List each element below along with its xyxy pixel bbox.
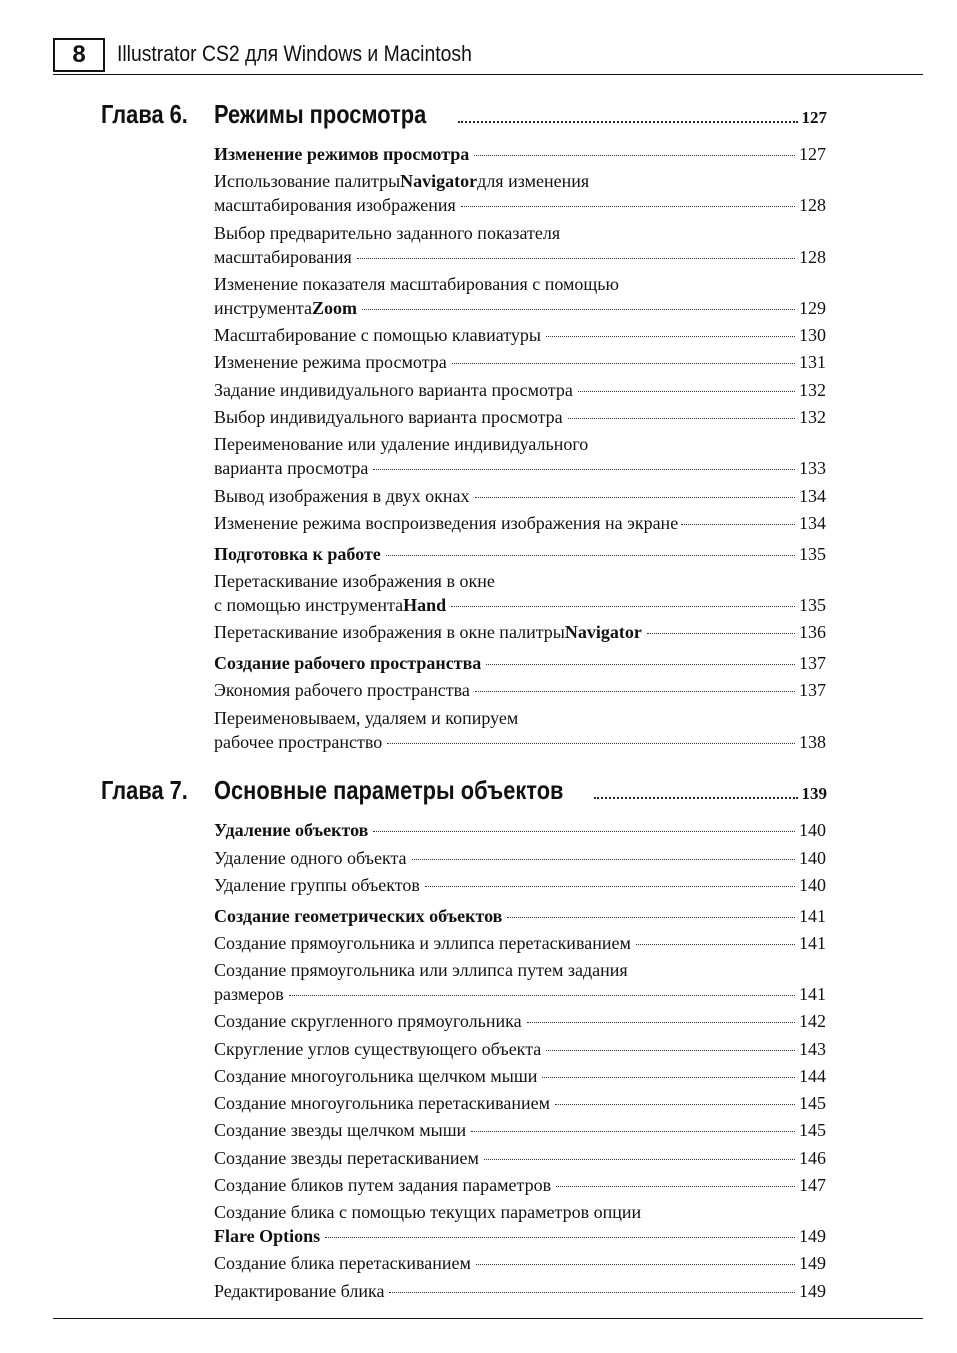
toc-entry	[214, 846, 826, 870]
page-ref: 134	[799, 513, 826, 533]
leader-dots	[486, 664, 795, 665]
page-ref: 130	[799, 325, 826, 345]
leader-dots	[452, 363, 795, 364]
page-ref: 149	[799, 1253, 826, 1273]
leader-dots	[476, 1264, 795, 1265]
leader-dots	[681, 524, 795, 525]
book-title: Illustrator CS2 для Windows и Macintosh	[117, 41, 472, 66]
toc-entry	[214, 1064, 826, 1088]
entry-text: Создание блика перетаскиванием	[214, 1253, 471, 1273]
leader-dots	[289, 995, 795, 996]
entry-text-bold: Navigator	[400, 171, 478, 191]
entry-text: Создание прямоугольника и эллипса перетаскиванием	[214, 933, 631, 953]
toc-entry	[214, 378, 826, 402]
toc-section	[214, 818, 826, 842]
chapter-heading	[101, 770, 827, 806]
toc-entry	[214, 1091, 826, 1115]
page-ref: 127	[799, 144, 826, 164]
page-ref: 129	[799, 298, 826, 318]
chapter-title: Основные параметры объектов	[214, 775, 564, 805]
section-title: Подготовка к работе	[214, 544, 381, 564]
leader-dots	[387, 743, 795, 744]
page-ref: 137	[799, 680, 826, 700]
leader-dots	[412, 859, 795, 860]
leader-dots	[556, 1186, 795, 1187]
footer-rule	[53, 1318, 923, 1319]
entry-text: Создание звезды перетаскиванием	[214, 1148, 479, 1168]
leader-dots	[389, 1292, 795, 1293]
toc-entry	[214, 873, 826, 897]
leader-dots	[373, 469, 795, 470]
section-title: Создание геометрических объектов	[214, 906, 503, 926]
page-ref: 133	[799, 458, 826, 478]
page-ref: 132	[799, 380, 826, 400]
toc-entry	[214, 484, 826, 508]
entry-text: Редактирование блика	[214, 1281, 385, 1301]
toc-entry	[214, 1251, 826, 1275]
chapter-title: Режимы просмотра	[214, 99, 427, 129]
entry-text: Создание скругленного прямоугольника	[214, 1011, 522, 1031]
leader-dots	[647, 633, 795, 634]
toc-entry	[214, 931, 826, 955]
running-header	[53, 38, 923, 75]
chapter-page: 139	[801, 784, 827, 803]
leader-dots	[386, 555, 795, 556]
entry-text: Удаление одного объекта	[214, 848, 407, 868]
entry-text: Переименование или удаление индивидуального	[214, 434, 589, 454]
chapter-page: 127	[801, 108, 827, 127]
toc-entry	[214, 511, 826, 535]
page-ref: 135	[799, 595, 826, 615]
entry-text: Создание звезды щелчком мыши	[214, 1120, 467, 1140]
entry-text-bold: Zoom	[311, 298, 357, 318]
toc-entry	[214, 1009, 826, 1033]
toc-entry	[214, 221, 826, 269]
toc-entry	[214, 569, 826, 617]
entry-text: с помощью инструмента	[214, 595, 404, 615]
toc-entry	[214, 1279, 826, 1303]
entry-text: Использование палитры	[214, 171, 401, 191]
chapter-heading	[101, 94, 827, 130]
page-ref: 149	[799, 1226, 826, 1246]
page-ref: 145	[799, 1093, 826, 1113]
entry-text: Создание прямоугольника или эллипса путем задания	[214, 960, 628, 980]
page-ref: 134	[799, 486, 826, 506]
toc-entry	[214, 405, 826, 429]
entry-text: Вывод изображения в двух окнах	[214, 486, 470, 506]
leader-dots	[373, 831, 795, 832]
leader-dots	[357, 258, 795, 259]
entry-text: Изменение режима просмотра	[214, 352, 447, 372]
toc-entry	[214, 432, 826, 480]
toc-entry	[214, 323, 826, 347]
entry-text: Перетаскивание изображения в окне палитры	[214, 622, 565, 642]
page-ref: 146	[799, 1148, 826, 1168]
leader-dots	[471, 1131, 795, 1132]
leader-dots	[475, 497, 795, 498]
page-ref: 141	[799, 906, 826, 926]
entry-text: Создание многоугольника перетаскиванием	[214, 1093, 551, 1113]
toc-entry	[214, 1037, 826, 1061]
page-ref: 138	[799, 732, 826, 752]
toc-entry	[214, 958, 826, 1006]
entry-text: масштабирования изображения	[214, 195, 456, 215]
leader-dots	[594, 797, 798, 799]
entry-text: масштабирования	[214, 247, 352, 267]
leader-dots	[527, 1022, 795, 1023]
entry-text: Задание индивидуального варианта просмотра	[214, 380, 573, 400]
page-ref: 149	[799, 1281, 826, 1301]
entry-text: Скругление углов существующего объекта	[214, 1039, 542, 1059]
leader-dots	[474, 155, 795, 156]
page-ref: 141	[799, 984, 826, 1004]
leader-dots	[546, 336, 795, 337]
page-ref: 131	[799, 352, 826, 372]
entry-text-bold: Navigator	[564, 622, 642, 642]
toc-entry	[214, 272, 826, 320]
toc-section	[214, 542, 826, 566]
entry-text: Изменение показателя масштабирования с помощью	[214, 274, 619, 294]
page-ref: 128	[799, 247, 826, 267]
page-ref: 147	[799, 1175, 826, 1195]
entry-text: Создание бликов путем задания параметров	[214, 1175, 552, 1195]
entry-text-bold: Flare Options	[214, 1226, 321, 1246]
entry-text: инструмента	[214, 298, 312, 318]
toc-section	[214, 142, 826, 166]
entry-text: Выбор индивидуального варианта просмотра	[214, 407, 563, 427]
leader-dots	[546, 1050, 795, 1051]
entry-text: Выбор предварительно заданного показателя	[214, 223, 561, 243]
page-ref: 128	[799, 195, 826, 215]
toc-entry	[214, 1146, 826, 1170]
page-ref: 142	[799, 1011, 826, 1031]
toc-entry	[214, 169, 826, 217]
page-ref: 135	[799, 544, 826, 564]
page-ref: 145	[799, 1120, 826, 1140]
entry-text: Перетаскивание изображения в окне	[214, 571, 495, 591]
toc-entry	[214, 706, 826, 754]
toc-section	[214, 651, 826, 675]
leader-dots	[425, 886, 795, 887]
leader-dots	[461, 206, 795, 207]
entry-text-bold: Hand	[403, 595, 447, 615]
leader-dots	[484, 1159, 795, 1160]
leader-dots	[578, 391, 795, 392]
toc-section	[214, 904, 826, 928]
entry-text: варианта просмотра	[214, 458, 369, 478]
toc-entry	[214, 1118, 826, 1142]
entry-text: Создание многоугольника щелчком мыши	[214, 1066, 538, 1086]
toc-entry	[214, 678, 826, 702]
entry-text: для изменения	[477, 171, 590, 191]
leader-dots	[325, 1237, 795, 1238]
section-title: Удаление объектов	[214, 820, 369, 840]
page-ref: 140	[799, 875, 826, 895]
chapter-number: Глава 7.	[101, 775, 188, 805]
page-ref: 140	[799, 820, 826, 840]
page-ref: 140	[799, 848, 826, 868]
page-ref: 144	[799, 1066, 826, 1086]
leader-dots	[636, 944, 795, 945]
entry-text: Изменение режима воспроизведения изображения на экране	[214, 513, 679, 533]
toc-entry	[214, 620, 826, 644]
section-title: Изменение режимов просмотра	[214, 144, 470, 164]
section-title: Создание рабочего пространства	[214, 653, 482, 673]
page-ref: 136	[799, 622, 826, 642]
entry-text: Экономия рабочего пространства	[214, 680, 470, 700]
page-ref: 141	[799, 933, 826, 953]
page-ref: 137	[799, 653, 826, 673]
leader-dots	[475, 691, 795, 692]
leader-dots	[555, 1104, 795, 1105]
leader-dots	[542, 1077, 795, 1078]
leader-dots	[451, 606, 795, 607]
entry-text: Масштабирование с помощью клавиатуры	[214, 325, 541, 345]
toc-entry	[214, 1173, 826, 1197]
entry-text: рабочее пространство	[214, 732, 383, 752]
entry-text: размеров	[214, 984, 284, 1004]
leader-dots	[458, 121, 798, 123]
entry-text: Переименовываем, удаляем и копируем	[214, 708, 519, 728]
page-ref: 132	[799, 407, 826, 427]
toc-entry	[214, 350, 826, 374]
page-ref: 143	[799, 1039, 826, 1059]
page-number: 8	[53, 38, 105, 72]
toc-entry	[214, 1200, 826, 1248]
chapter-number: Глава 6.	[101, 99, 188, 129]
entry-text: Удаление группы объектов	[214, 875, 420, 895]
leader-dots	[507, 917, 795, 918]
leader-dots	[362, 309, 795, 310]
leader-dots	[568, 418, 795, 419]
entry-text: Создание блика с помощью текущих параметров опции	[214, 1202, 642, 1222]
